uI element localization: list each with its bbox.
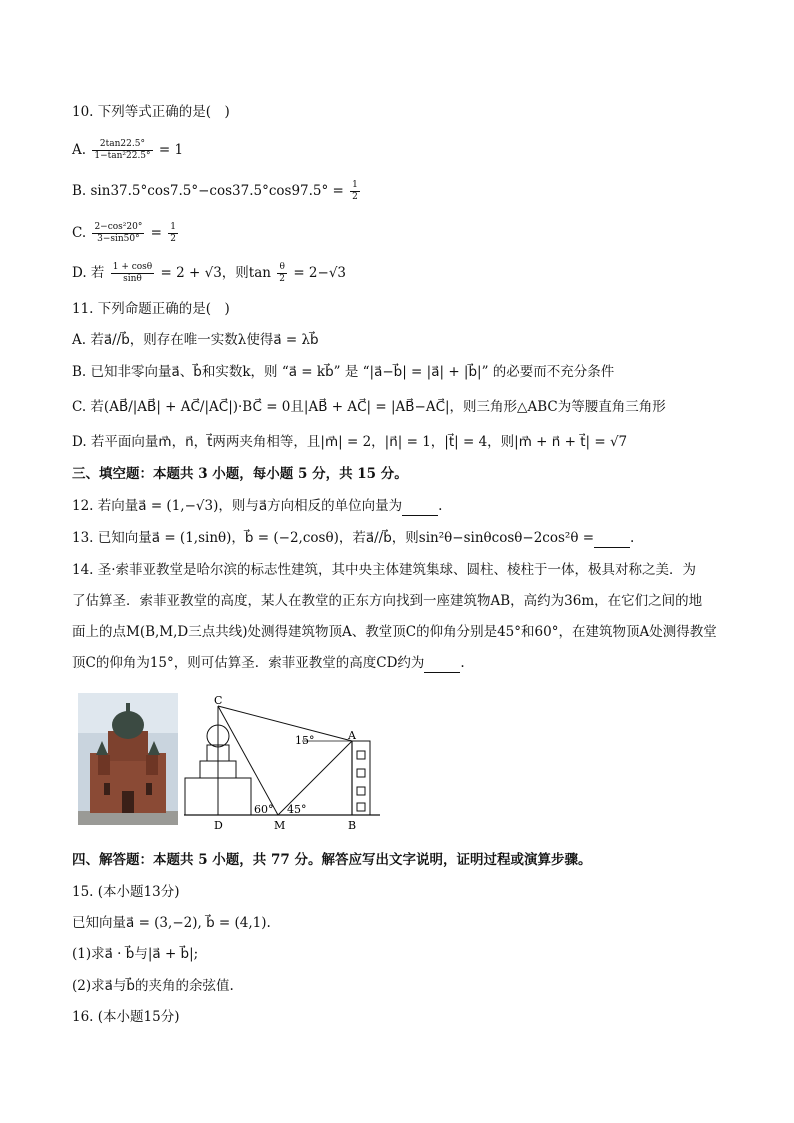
q10-option-d: D. 若 $\frac{1 + \cos\theta}{\sin\theta}$ = 2 + √3，则tan $\frac{\theta}{2}$ = 2−√3 (72, 262, 347, 284)
label-C: C (214, 694, 223, 707)
q14-line-2: 了估算圣．索菲亚教堂的高度，某人在教堂的正东方向找到一座建筑物AB，高约为36m，在它们之间的地 (72, 593, 703, 609)
q12-answer-blank (402, 501, 438, 516)
angle-60-label: 60° (254, 803, 274, 816)
q11-option-b: B. 已知非零向量a⃗、b⃗和实数k，则 “a⃗ = kb⃗” 是 “|a⃗−b⃗| = |a⃗| + |b⃗|” 的必要而不充分条件 (72, 364, 615, 380)
building-window (357, 751, 365, 759)
section-fill-in-header: 三、填空题：本题共 3 小题，每小题 5 分，共 15 分。 (72, 466, 408, 482)
q10-a-fraction: $\frac{2\tan 22.5^\circ}{\text{1−tan²22.5°}}$ (94, 139, 151, 161)
label-D: D (214, 819, 223, 832)
q10-option-c: C. $\frac{\text{2−cos²20°}}{3-\sin 50^\circ}$ = $\frac{1}{2}$ (72, 222, 176, 244)
q12: 12. 若向量a⃗ = (1,−√3)，则与a⃗方向相反的单位向量为 . (72, 498, 443, 514)
q11-option-d: D. 若平面向量m⃗，n⃗，t⃗两两夹角相等，且|m⃗| = 2，|n⃗| = 1，|t⃗| = 4，则|m⃗ + n⃗ + t⃗| = √7 (72, 434, 628, 450)
q16-title: 16. (本小题15分) (72, 1009, 180, 1025)
q11-option-a: A. 若a⃗//b⃗，则存在唯一实数λ使得a⃗ = λb⃗ (72, 332, 319, 348)
building-window (357, 787, 365, 795)
q10-option-a: A. $\frac{2\tan 22.5^\circ}{\text{1−tan²22.5°}}$ = 1 (72, 139, 184, 161)
q14-line-4: 顶C的仰角为15°，则可估算圣．索菲亚教堂的高度CD约为 . (72, 655, 465, 671)
cathedral-photo (78, 693, 178, 825)
q15-title: 15. (本小题13分) (72, 884, 180, 900)
label-B: B (348, 819, 357, 832)
q10-title: 10. 下列等式正确的是( ) (72, 104, 230, 120)
building-window (357, 803, 365, 811)
q10-option-b: B. sin37.5°cos7.5°−cos37.5°cos97.5° = $\frac{1}{2}$ (72, 180, 358, 202)
q14-line-3: 面上的点M(B,M,D三点共线)处测得建筑物顶A、教堂顶C的仰角分别是45°和60°，在建筑物顶A处测得教堂 (72, 624, 717, 640)
q13-answer-blank (594, 533, 630, 548)
line-CA (218, 706, 352, 741)
label-A: A (348, 729, 356, 742)
q15-given: 已知向量a⃗ = (3,−2), b⃗ = (4,1). (72, 915, 271, 931)
angle-15-label: 15° (295, 734, 315, 747)
q15-part-2: (2)求a⃗与b⃗的夹角的余弦值. (72, 978, 234, 994)
q11-title: 11. 下列命题正确的是( ) (72, 301, 230, 317)
surveying-figure (182, 693, 382, 833)
q15-part-1: (1)求a⃗ · b⃗与|a⃗ + b⃗|; (72, 946, 199, 962)
building-window (357, 769, 365, 777)
angle-45-label: 45° (287, 803, 307, 816)
section-answer-header: 四、解答题：本题共 5 小题，共 77 分。解答应写出文字说明，证明过程或演算步骤。 (72, 852, 592, 868)
q14-answer-blank (424, 658, 460, 673)
building-AB (352, 741, 370, 815)
q11-option-c: C. 若(AB⃗/|AB⃗| + AC⃗/|AC⃗|)·BC⃗ = 0且|AB⃗ + AC⃗| = |AB⃗−AC⃗|，则三角形△ABC为等腰直角三角形 (72, 399, 666, 415)
label-M: M (274, 819, 286, 832)
q13: 13. 已知向量a⃗ = (1,sinθ)，b⃗ = (−2,cosθ)，若a⃗//b⃗，则sin²θ−sinθcosθ−2cos²θ = . (72, 530, 635, 546)
q14-line-1: 14. 圣·索菲亚教堂是哈尔滨的标志性建筑，其中央主体建筑集球、圆柱、棱柱于一体，极具对称之美．为 (72, 562, 697, 578)
